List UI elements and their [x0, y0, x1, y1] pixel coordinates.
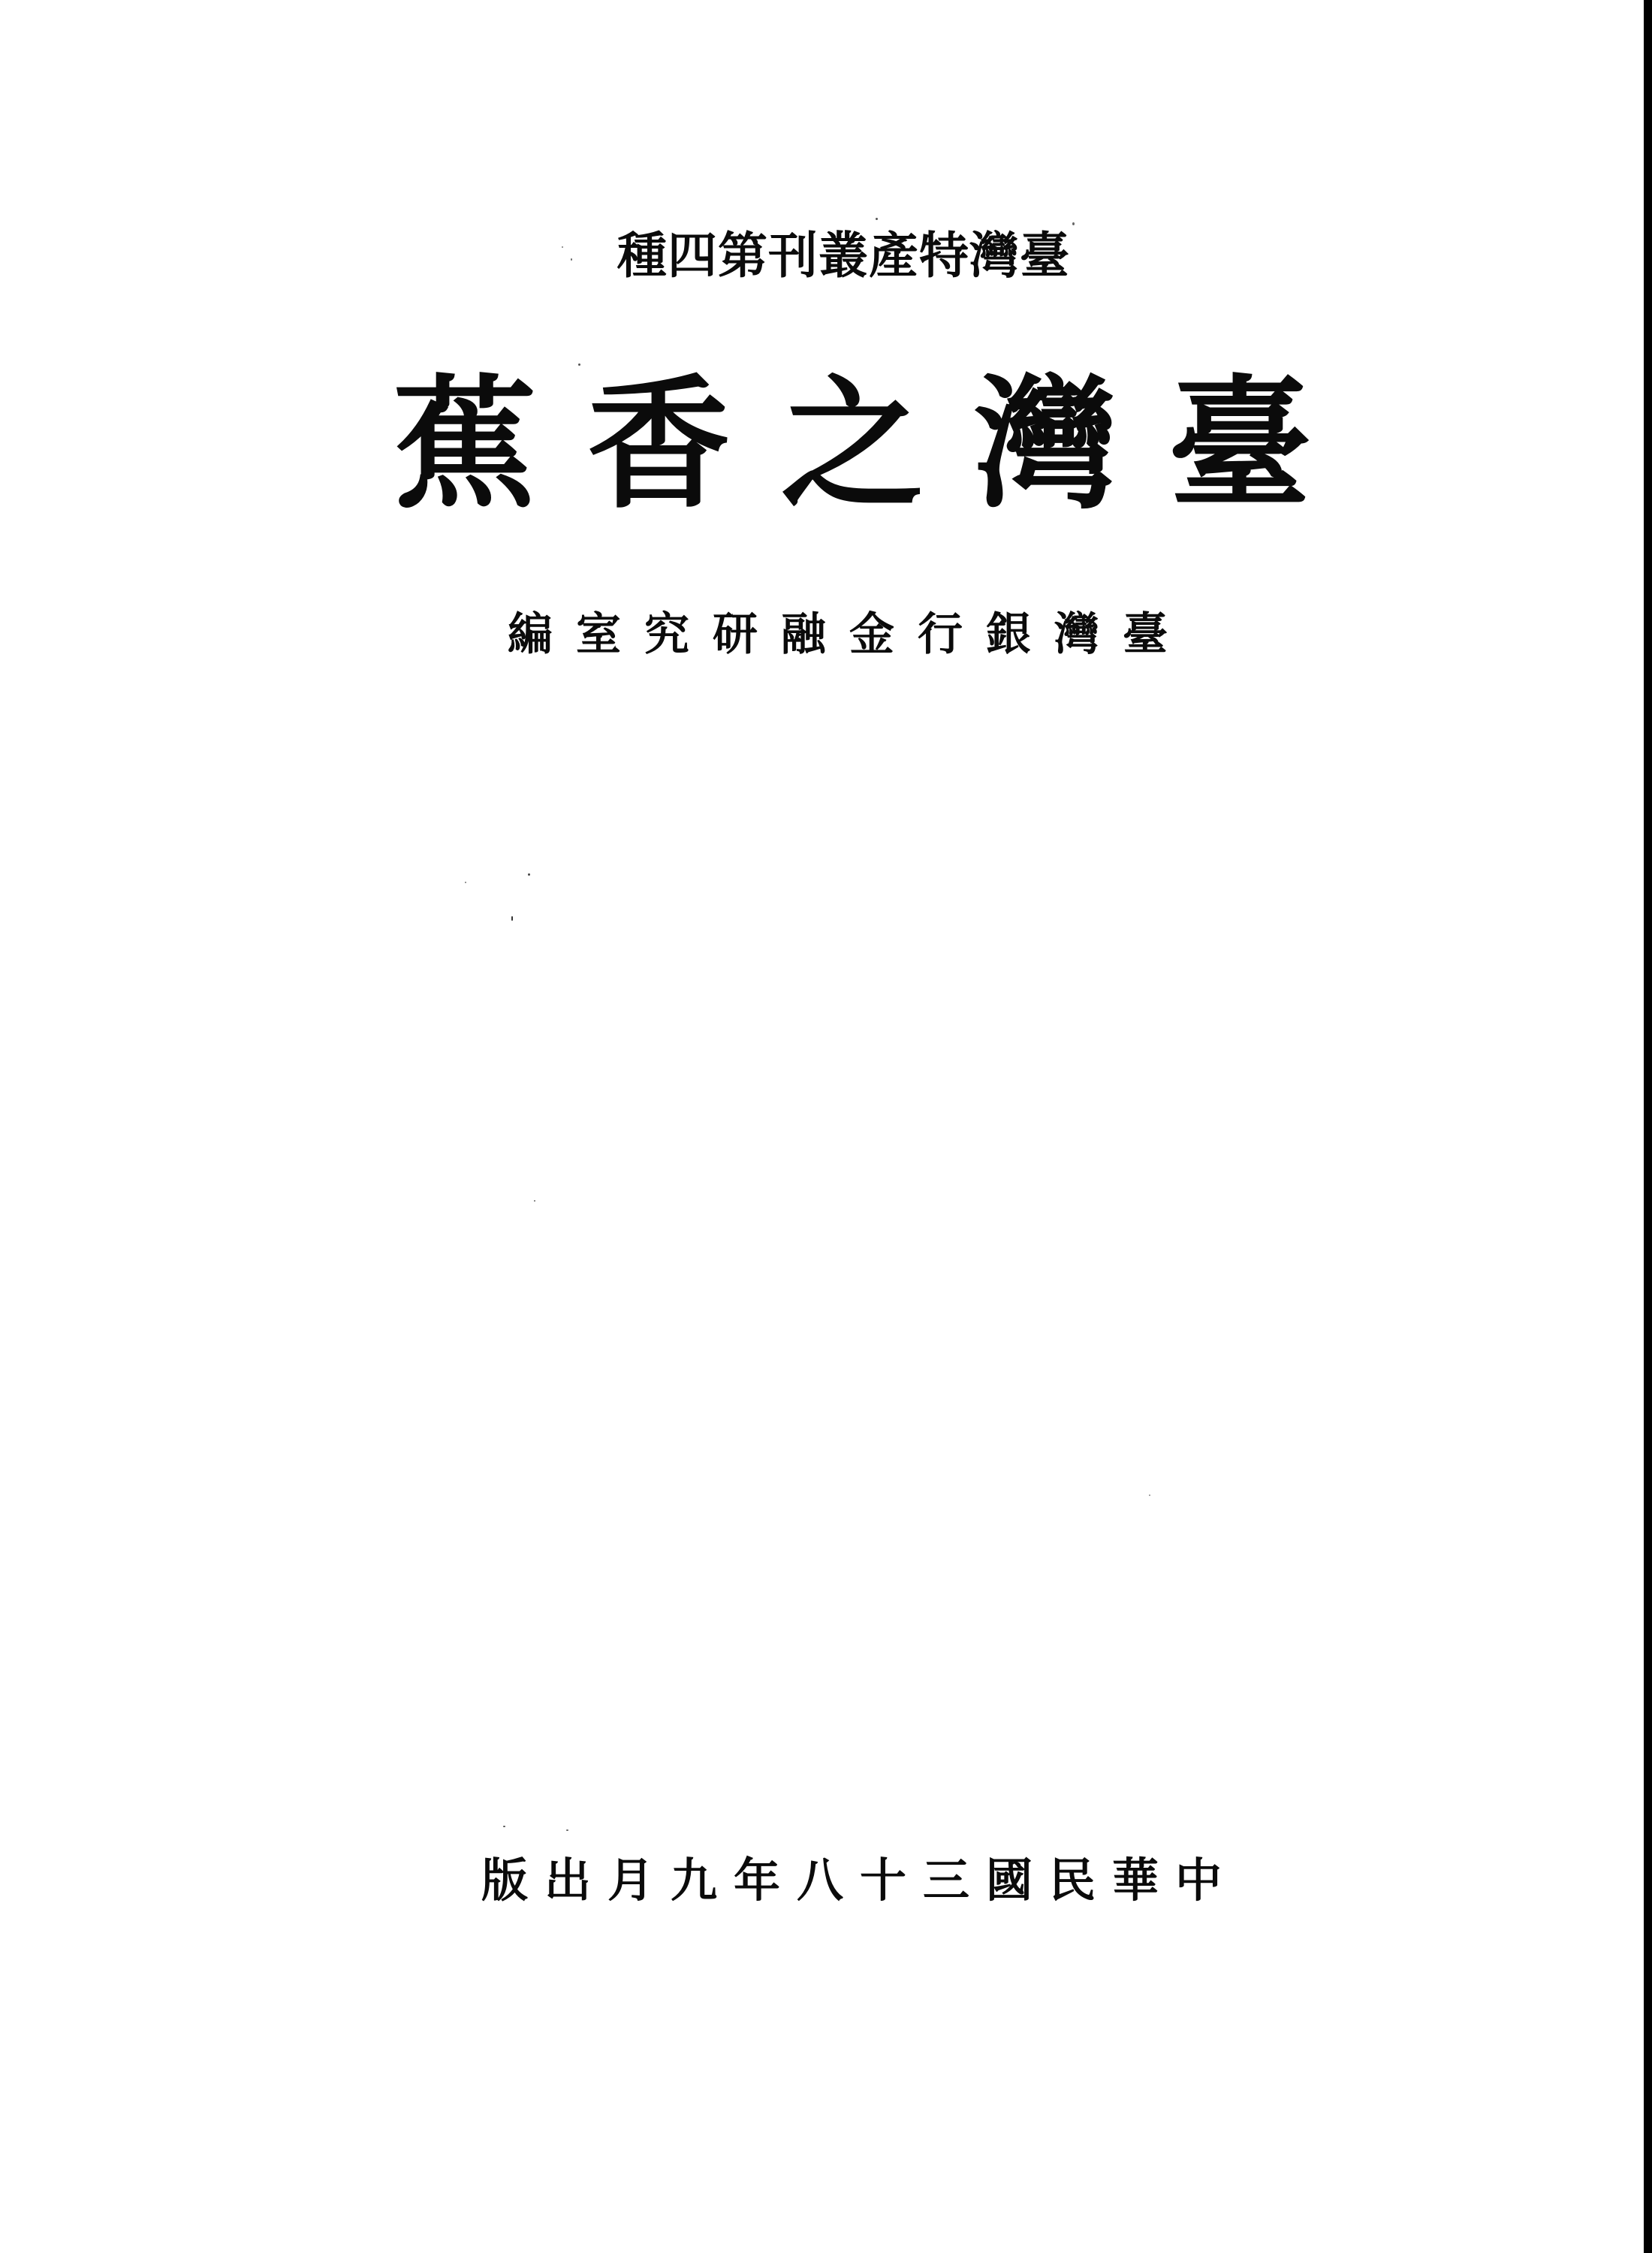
scan-speck: [566, 1829, 568, 1831]
scan-speck: [571, 258, 572, 261]
scan-speck: [562, 246, 563, 248]
scan-speck: [1149, 1494, 1150, 1496]
book-title: 蕉香之灣臺: [393, 368, 1363, 526]
imprint-line: 版出月九年八十三國民華中: [481, 1856, 1239, 1907]
series-title-line: 種四第刊叢產特灣臺: [617, 229, 1070, 284]
scan-speck: [876, 218, 878, 220]
scan-speck: [528, 873, 530, 876]
scan-edge-artifact: [1644, 0, 1652, 2253]
scan-speck: [503, 1826, 505, 1827]
scan-speck: [578, 363, 580, 366]
scan-speck: [1072, 222, 1075, 225]
scan-speck: [534, 1200, 535, 1202]
editor-line: 編室究研融金行銀灣臺: [508, 610, 1191, 659]
scan-speck: [511, 916, 513, 921]
scan-speck: [465, 882, 466, 883]
